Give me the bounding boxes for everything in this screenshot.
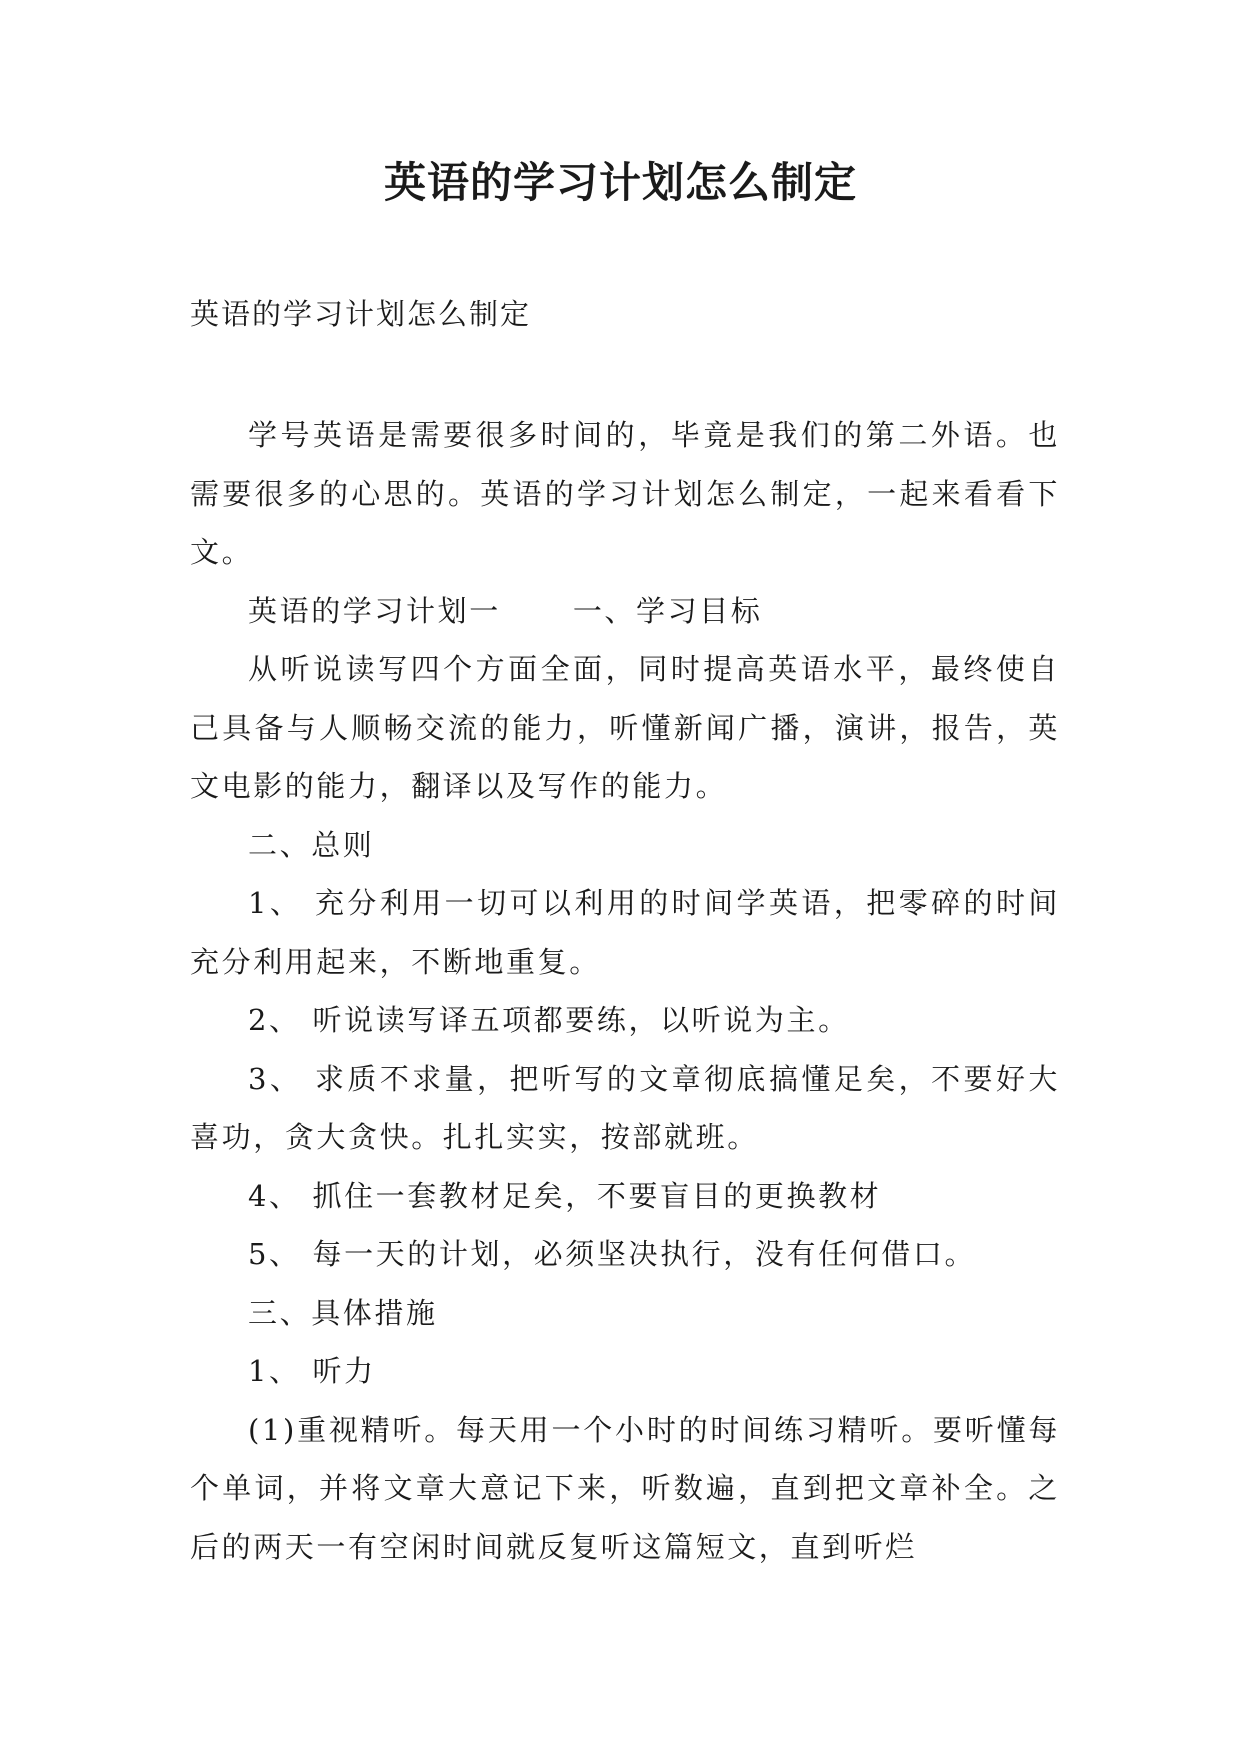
section-heading-measures: 三、具体措施 (248, 1295, 438, 1330)
list-item-principle-2: 2、 听说读写译五项都要练，以听说为主。 (248, 1003, 850, 1037)
document-title: 英语的学习计划怎么制定 (383, 158, 857, 207)
list-item-principle-1: 1、 充分利用一切可以利用的时间学英语，把零碎的时间充分利用起来，不断地重复。 (190, 886, 1060, 979)
section-heading-principles: 二、总则 (248, 827, 375, 862)
paragraph-intro: 学号英语是需要很多时间的，毕竟是我们的第二外语。也需要很多的心思的。英语的学习计划怎么制定，一起来看看下文。 (190, 418, 1060, 569)
list-item-principle-5: 5、 每一天的计划，必须坚决执行，没有任何借口。 (248, 1237, 977, 1271)
section-heading-goals: 一、学习目标 (572, 593, 763, 628)
list-item-principle-3: 3、 求质不求量，把听写的文章彻底搞懂足矣，不要好大喜功，贪大贪快。扎扎实实，按部就班。 (190, 1061, 1060, 1154)
plan-heading-label: 英语的学习计划一 (248, 593, 501, 628)
paragraph-goals: 从听说读写四个方面全面，同时提高英语水平，最终使自己具备与人顺畅交流的能力，听懂新闻广播，演讲，报告，英文电影的能力，翻译以及写作的能力。 (190, 652, 1060, 803)
document-body (190, 406, 1060, 1576)
paragraph-plan-heading (190, 582, 1060, 641)
list-item-listening: 1、 听力 (248, 1354, 376, 1388)
document-subtitle: 英语的学习计划怎么制定 (190, 297, 532, 331)
paragraph-intensive-listening: (1)重视精听。每天用一个小时的时间练习精听。要听懂每个单词，并将文章大意记下来，听数遍，直到把文章补全。之后的两天一有空闲时间就反复听这篇短文，直到听烂 (190, 1412, 1060, 1564)
list-item-principle-4: 4、 抓住一套教材足矣，不要盲目的更换教材 (248, 1178, 882, 1213)
